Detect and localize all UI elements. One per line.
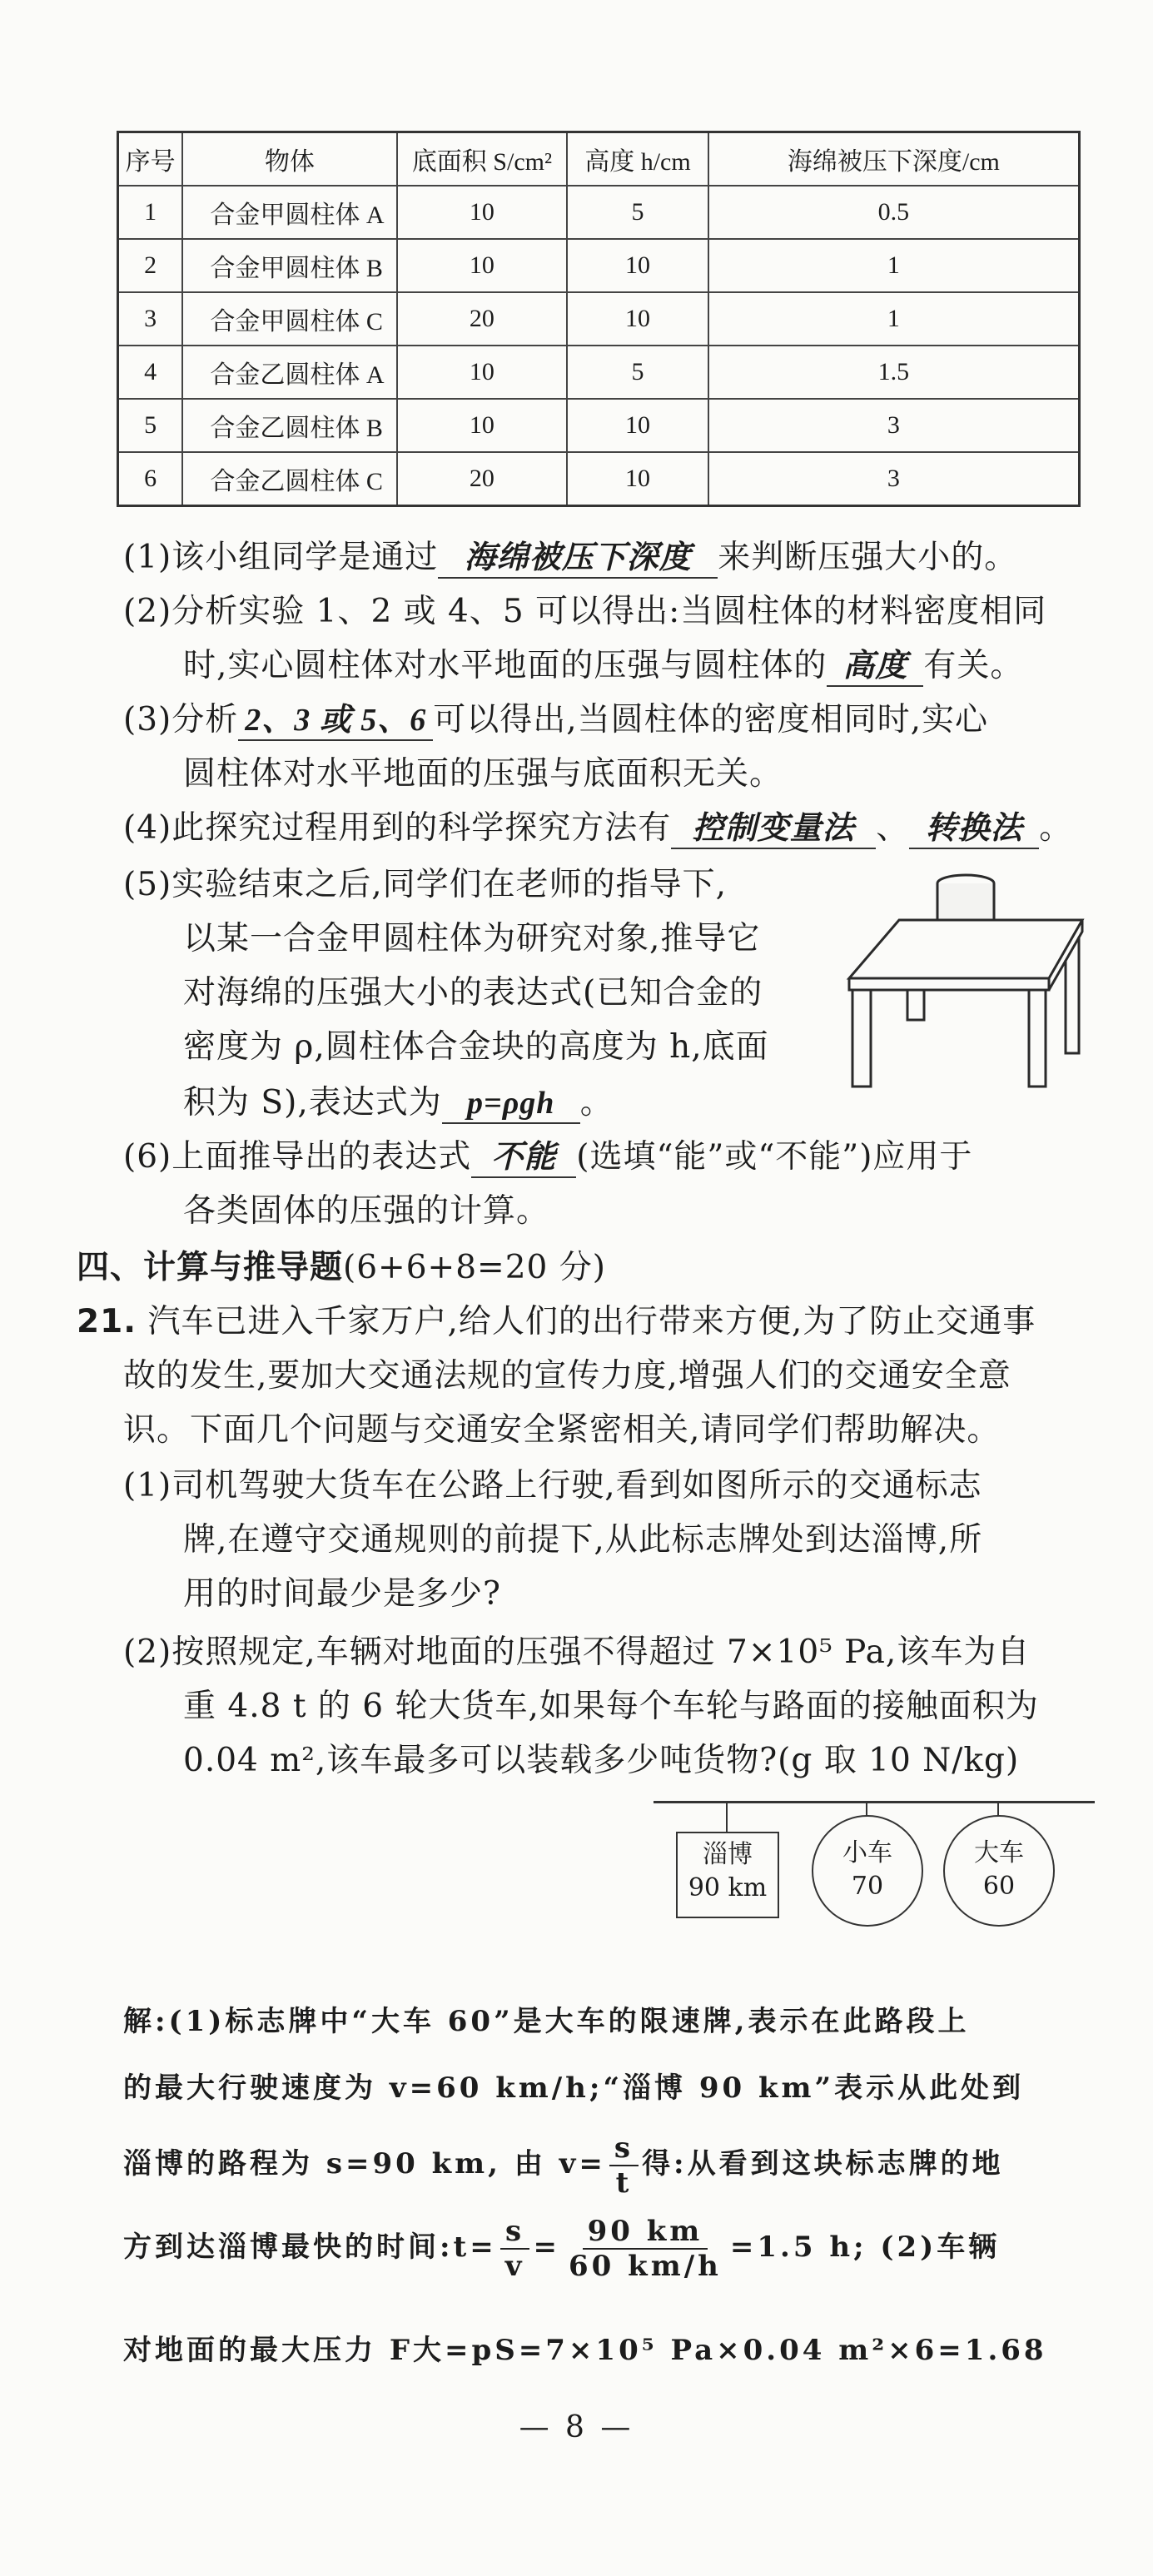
question-6-line-1 xyxy=(123,1136,972,1178)
question-1 xyxy=(123,537,1017,579)
question-6-line-2: 各类固体的压强的计算。 xyxy=(183,1192,550,1230)
table-front-edge xyxy=(849,978,1049,990)
table-cell: 1.5 xyxy=(708,346,1080,399)
question-21-line-2: 故的发生,要加大交通法规的宣传力度,增强人们的交通安全意 xyxy=(123,1357,1011,1395)
table-cell: 6 xyxy=(118,452,183,506)
sign-bar xyxy=(654,1801,1095,1803)
sign-text: 小车 xyxy=(842,1838,892,1867)
table-top xyxy=(849,920,1082,978)
answer-blank: p=ρgh xyxy=(442,1084,580,1124)
answer-blank: 2、3 或 5、6 xyxy=(238,701,433,741)
table-cell: 1 xyxy=(708,239,1080,292)
question-5-line-3: 对海绵的压强大小的表达式(已知合金的 xyxy=(183,974,763,1012)
question-21-part-2-line-3: 0.04 m²,该车最多可以装载多少吨货物?(g 取 10 N/kg) xyxy=(183,1742,1020,1779)
table-cell: 4 xyxy=(118,346,183,399)
question-text: (4)此探究过程用到的科学探究方法有 xyxy=(123,809,672,847)
question-21-line-3: 识。下面几个问题与交通安全紧密相关,请同学们帮助解决。 xyxy=(123,1411,1001,1449)
table-cell: 20 xyxy=(397,292,568,346)
solution-line-2: 的最大行驶速度为 v=60 km/h;“淄博 90 km”表示从此处到 xyxy=(123,2071,1025,2105)
table-cell: 5 xyxy=(118,399,183,452)
table-row xyxy=(118,186,1080,239)
question-5-line-2: 以某一合金甲圆柱体为研究对象,推导它 xyxy=(183,920,761,957)
table-cell: 10 xyxy=(567,239,708,292)
table-cell: 10 xyxy=(567,292,708,346)
table-cell: 5 xyxy=(567,186,708,239)
question-5-line-4: 密度为 ρ,圆柱体合金块的高度为 h,底面 xyxy=(183,1028,769,1066)
table-header: 海绵被压下深度/cm xyxy=(708,132,1080,186)
question-21-part-2-line-1: (2)按照规定,车辆对地面的压强不得超过 7×10⁵ Pa,该车为自 xyxy=(123,1634,1031,1671)
table-cylinder-figure xyxy=(832,862,1091,1103)
question-2-line-2 xyxy=(183,645,1023,687)
table-cell: 0.5 xyxy=(708,186,1080,239)
question-text: 。 xyxy=(579,1084,614,1121)
table-cell: 合金乙圆柱体 A xyxy=(182,346,396,399)
table-leg xyxy=(1029,990,1046,1087)
table-cell: 1 xyxy=(118,186,183,239)
large-car-speed-sign xyxy=(943,1815,1055,1927)
question-21-part-1-line-1: (1)司机驾驶大货车在公路上行驶,看到如图所示的交通标志 xyxy=(123,1467,982,1504)
table-leg xyxy=(907,990,924,1020)
table-header: 序号 xyxy=(118,132,183,186)
table-row xyxy=(118,239,1080,292)
table-cell: 3 xyxy=(708,399,1080,452)
question-21-part-2-line-2: 重 4.8 t 的 6 轮大货车,如果每个车轮与路面的接触面积为 xyxy=(183,1688,1039,1725)
question-21-line-1 xyxy=(77,1301,1036,1343)
question-text: 积为 S),表达式为 xyxy=(183,1084,442,1121)
question-text: 。 xyxy=(1039,809,1073,847)
question-3-line-1 xyxy=(123,699,988,741)
section-score: (6+6+8=20 分) xyxy=(343,1249,606,1286)
question-text: (3)分析 xyxy=(123,701,239,738)
table-cell: 5 xyxy=(567,346,708,399)
table-cell: 合金甲圆柱体 B xyxy=(182,239,396,292)
experiment-table xyxy=(117,131,1081,507)
table-leg xyxy=(852,990,871,1087)
table-cell: 10 xyxy=(397,346,568,399)
question-text: 可以得出,当圆柱体的密度相同时,实心 xyxy=(433,701,989,738)
page-number: — 8 — xyxy=(519,2410,634,2444)
question-text: (1)该小组同学是通过 xyxy=(123,539,439,576)
table-row xyxy=(118,452,1080,506)
table-row xyxy=(118,399,1080,452)
section-title: 四、计算与推导题 xyxy=(77,1249,344,1286)
solution-text: 方到达淄博最快的时间:t= xyxy=(123,2230,497,2264)
question-21-part-1-line-2: 牌,在遵守交通规则的前提下,从此标志牌处到达淄博,所 xyxy=(183,1521,983,1559)
question-21-part-1-line-3: 用的时间最少是多少? xyxy=(183,1575,501,1613)
solution-text: =1.5 h; (2)车辆 xyxy=(729,2230,1001,2264)
solution-line-1: 解:(1)标志牌中“大车 60”是大车的限速牌,表示在此路段上 xyxy=(123,2005,970,2038)
sign-text: 70 xyxy=(851,1872,884,1901)
solution-line-5: 对地面的最大压力 F大=pS=7×10⁵ Pa×0.04 m²×6=1.68 xyxy=(123,2334,1047,2367)
question-text: (6)上面推导出的表达式 xyxy=(123,1138,472,1176)
table-cell: 10 xyxy=(397,186,568,239)
sign-text: 90 km xyxy=(688,1873,768,1902)
table-header: 底面积 S/cm² xyxy=(397,132,568,186)
solution-line-3 xyxy=(123,2131,1004,2200)
answer-blank: 海绵被压下深度 xyxy=(438,539,718,579)
table-row xyxy=(118,346,1080,399)
fraction: $\frac{s}{v}$ xyxy=(500,2215,530,2283)
fraction: $\frac{90 km}{60 km/h}$ xyxy=(569,2215,722,2283)
table-cell: 合金甲圆柱体 A xyxy=(182,186,396,239)
question-text: 有关。 xyxy=(923,647,1024,684)
answer-blank: 转换法 xyxy=(909,809,1039,849)
solution-text: 淄博的路程为 s=90 km, 由 v= xyxy=(123,2147,606,2181)
question-5-line-1: (5)实验结束之后,同学们在老师的指导下, xyxy=(123,866,728,903)
solution-line-4: 方到达淄博最快的时间:t= $\frac{s}{v}$ = $\frac{90 km}{60 km/h}$ =1.5 h; (2)车辆 xyxy=(123,2215,1001,2283)
table-header: 物体 xyxy=(182,132,396,186)
solution-text: 得:从看到这块标志牌的地 xyxy=(642,2147,1004,2181)
table-header-row xyxy=(118,132,1080,186)
sign-text: 60 xyxy=(982,1872,1016,1901)
question-text: 来判断压强大小的。 xyxy=(718,539,1018,576)
table-row xyxy=(118,292,1080,346)
distance-sign xyxy=(676,1832,779,1918)
sign-text: 大车 xyxy=(974,1838,1024,1867)
table-cell: 10 xyxy=(567,399,708,452)
question-3-line-2: 圆柱体对水平地面的压强与底面积无关。 xyxy=(183,755,783,793)
table-header: 高度 h/cm xyxy=(567,132,708,186)
question-text: 、 xyxy=(876,809,910,847)
table-cell: 1 xyxy=(708,292,1080,346)
table-cell: 3 xyxy=(708,452,1080,506)
table-cell: 合金甲圆柱体 C xyxy=(182,292,396,346)
question-4 xyxy=(123,808,1072,849)
table-cell: 合金乙圆柱体 B xyxy=(182,399,396,452)
question-text: (选填“能”或“不能”)应用于 xyxy=(576,1138,973,1176)
table-cell: 10 xyxy=(397,399,568,452)
answer-blank: 高度 xyxy=(827,647,923,687)
sign-post xyxy=(726,1801,728,1833)
answer-blank: 控制变量法 xyxy=(671,809,876,849)
table-cell: 20 xyxy=(397,452,568,506)
small-car-speed-sign xyxy=(812,1815,923,1927)
question-number: 21. xyxy=(77,1303,137,1340)
fraction: $\frac{s}{t}$ xyxy=(609,2131,639,2200)
table-cell: 10 xyxy=(397,239,568,292)
question-text: 时,实心圆柱体对水平地面的压强与圆柱体的 xyxy=(183,647,827,684)
table-cell: 3 xyxy=(118,292,183,346)
answer-blank: 不能 xyxy=(471,1138,576,1178)
section-4-heading xyxy=(77,1247,606,1289)
question-5-line-5 xyxy=(183,1082,614,1124)
table-cell: 2 xyxy=(118,239,183,292)
question-2-line-1: (2)分析实验 1、2 或 4、5 可以得出:当圆柱体的材料密度相同 xyxy=(123,593,1047,630)
question-text: 汽车已进入千家万户,给人们的出行带来方便,为了防止交通事 xyxy=(147,1303,1036,1340)
table-cell: 合金乙圆柱体 C xyxy=(182,452,396,506)
table-cell: 10 xyxy=(567,452,708,506)
sign-text: 淄博 xyxy=(703,1840,753,1869)
table-leg xyxy=(1066,937,1079,1053)
